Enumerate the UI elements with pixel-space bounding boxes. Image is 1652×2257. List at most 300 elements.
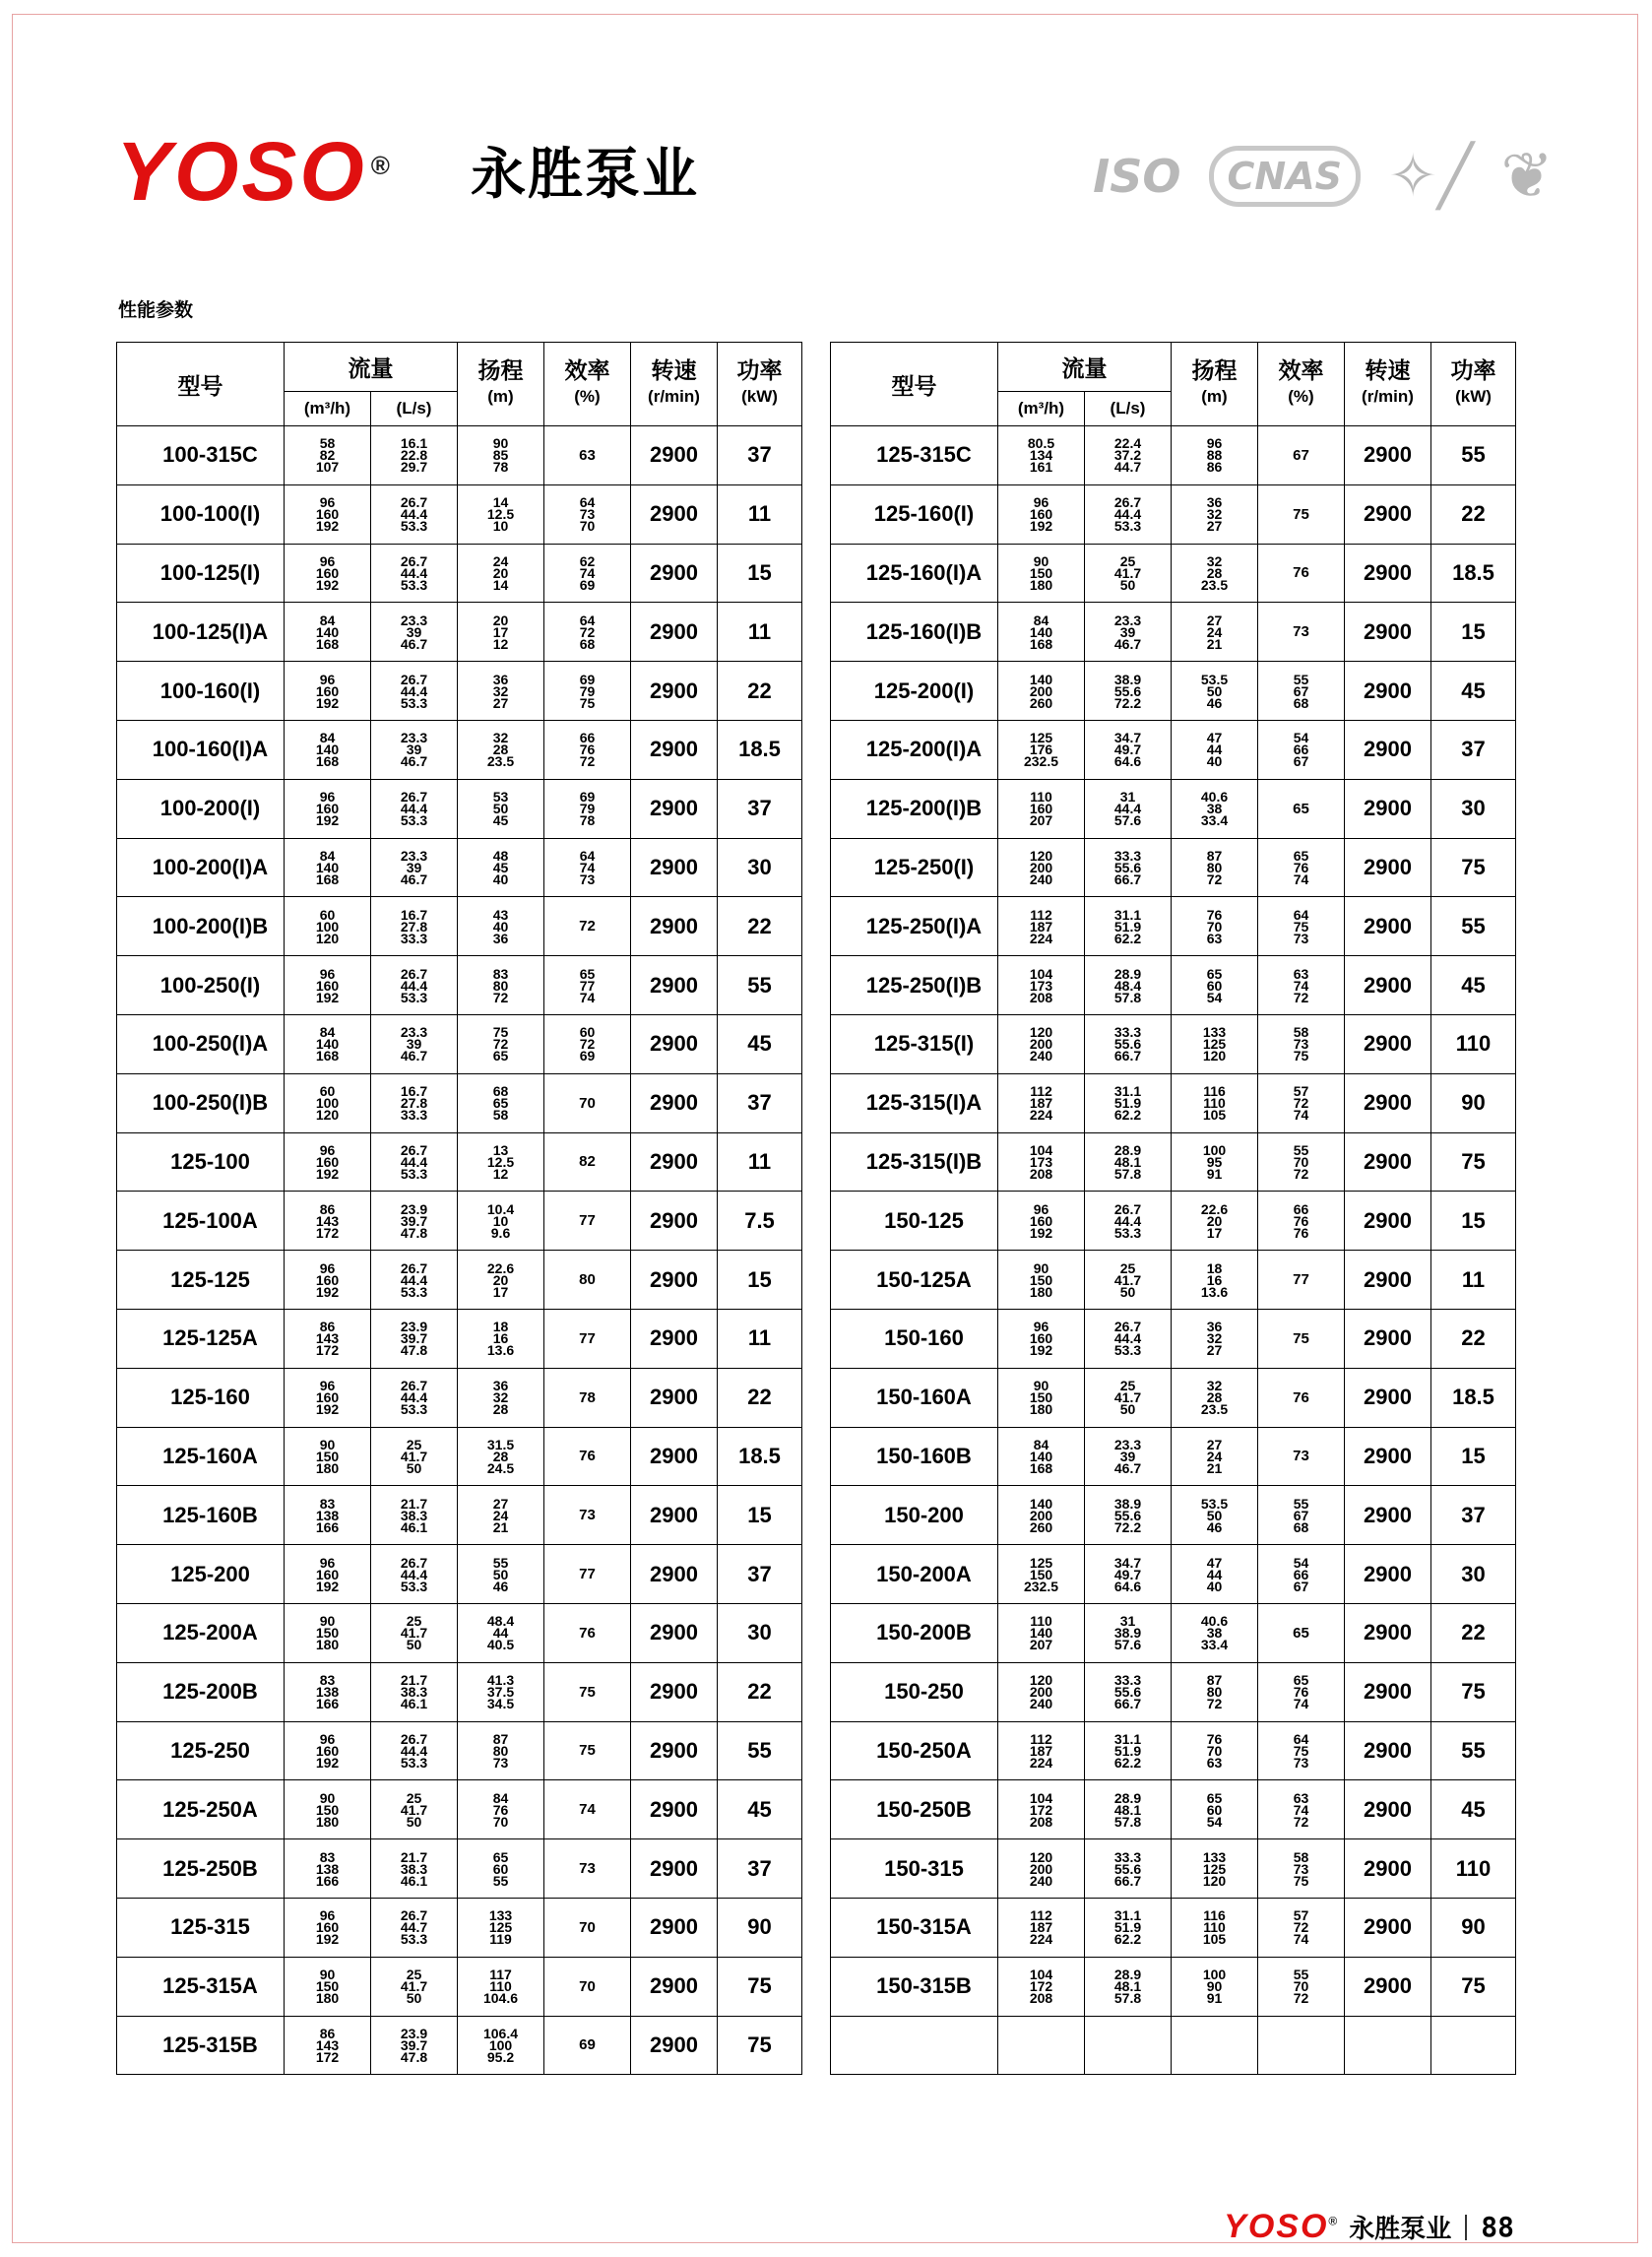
cell-value: 38.9 [1113, 1625, 1142, 1642]
cell-value: 207 [1029, 812, 1053, 829]
cell-value: 90 [492, 435, 509, 452]
speed-cell: 2900 [1345, 1427, 1431, 1486]
head-cell [458, 544, 544, 603]
cell-value: 172 [1029, 1801, 1053, 1818]
cell-value: 26.7 [400, 1907, 428, 1924]
cell-value: 53.3 [400, 1283, 428, 1300]
cell-value: 232.5 [1023, 1578, 1059, 1594]
model-cell: 150-160B [831, 1427, 998, 1486]
model-cell: 125-200A [117, 1603, 285, 1662]
cell-value: 117 [489, 1967, 512, 1983]
iso-logo: ISO [1093, 150, 1181, 203]
cell-value: 25 [1119, 1259, 1136, 1276]
cell-value: 76 [1293, 1388, 1309, 1406]
cell-value: 44 [1206, 742, 1223, 758]
cell-value: 72 [579, 918, 596, 935]
power-cell: 37 [718, 1073, 802, 1132]
cell-value: 40 [492, 871, 509, 887]
head-cell [1172, 1662, 1258, 1721]
flow-m3h-cell [998, 603, 1085, 662]
power-cell: 22 [1431, 1603, 1516, 1662]
head-cell [458, 1073, 544, 1132]
power-cell: 37 [718, 426, 802, 485]
model-cell: 125-315C [831, 426, 998, 485]
table-row [831, 1662, 1516, 1721]
cell-value: 34.7 [1113, 730, 1142, 746]
table-row [117, 1721, 802, 1780]
cell-value: 68 [579, 635, 596, 652]
cell-value: 26.7 [400, 1554, 428, 1571]
cell-value: 100 [1202, 1967, 1227, 1983]
cell-value: 69 [579, 576, 596, 593]
table-row [831, 1014, 1516, 1073]
cell-value: 65 [492, 1095, 509, 1112]
cell-value: 107 [315, 459, 340, 476]
cell-value: 65 [1293, 847, 1309, 864]
model-cell: 150-200A [831, 1545, 998, 1604]
flow-ls-cell [371, 603, 458, 662]
cell-value: 74 [1293, 871, 1309, 887]
model-cell: 125-250 [117, 1721, 285, 1780]
flow-m3h-cell [998, 1662, 1085, 1721]
cell-value: 47 [1206, 730, 1223, 746]
cell-value: 46.1 [400, 1696, 428, 1712]
cell-value: 54 [1293, 730, 1309, 746]
flow-ls-cell [1085, 484, 1172, 544]
cell-value: 60 [319, 906, 336, 923]
cell-value: 80 [579, 1271, 596, 1289]
speed-cell: 2900 [631, 1486, 718, 1545]
cell-value: 44.4 [1113, 506, 1142, 523]
cell-value: 33.3 [400, 930, 428, 946]
cell-value: 72 [579, 753, 596, 770]
model-cell: 125-315 [117, 1898, 285, 1957]
cell-value: 46.1 [400, 1872, 428, 1889]
cell-value: 72 [1293, 1165, 1309, 1182]
power-cell: 11 [718, 1309, 802, 1368]
cell-value: 224 [1029, 930, 1053, 946]
cell-value: 39 [1119, 1448, 1136, 1464]
head-cell [1172, 603, 1258, 662]
cell-value: 77 [1293, 1271, 1309, 1289]
cell-value: 84 [1033, 612, 1049, 628]
table-row [831, 1251, 1516, 1310]
head-cell [458, 1486, 544, 1545]
cell-value: 53.3 [400, 1578, 428, 1594]
flow-m3h-cell [998, 1309, 1085, 1368]
head-cell [1172, 1368, 1258, 1427]
flow-ls-cell [371, 1662, 458, 1721]
cell-value: 72 [1293, 989, 1309, 1005]
table-row [831, 1486, 1516, 1545]
flow-ls-cell [1085, 720, 1172, 779]
cell-value: 192 [315, 1165, 340, 1182]
cell-value: 65 [1293, 1624, 1309, 1642]
cell-value: 31.1 [1113, 906, 1142, 923]
efficiency-cell [544, 426, 631, 485]
cell-value: 75 [1293, 918, 1309, 935]
cell-value: 55 [1293, 1141, 1309, 1158]
cell-value: 192 [315, 989, 340, 1005]
cell-value: 192 [1029, 518, 1053, 535]
speed-cell: 2900 [1345, 897, 1431, 956]
efficiency-cell [1258, 1486, 1345, 1545]
cell-value: 54 [1293, 1554, 1309, 1571]
head-cell [1172, 1192, 1258, 1251]
power-cell: 7.5 [718, 1192, 802, 1251]
cell-value: 70 [579, 1977, 596, 1995]
head-cell [1172, 544, 1258, 603]
cell-value: 17 [492, 623, 509, 640]
cell-value: 37.5 [486, 1684, 515, 1701]
cell-value: 28 [492, 742, 509, 758]
cell-value: 112 [1030, 1730, 1052, 1747]
cell-value: 44.4 [1113, 801, 1142, 817]
speed-cell: 2900 [1345, 1132, 1431, 1192]
model-cell: 125-160 [117, 1368, 285, 1427]
speed-cell: 2900 [631, 1721, 718, 1780]
cell-value: 173 [1029, 1153, 1053, 1170]
flow-ls-cell [371, 1427, 458, 1486]
flow-m3h-cell [998, 897, 1085, 956]
cell-value: 65 [1206, 1789, 1223, 1806]
cell-value: 110 [1203, 1095, 1226, 1112]
efficiency-cell [544, 1603, 631, 1662]
table-row [117, 2016, 802, 2075]
cell-value: 38 [1206, 1625, 1223, 1642]
model-cell: 100-250(I)A [117, 1014, 285, 1073]
efficiency-cell [1258, 1132, 1345, 1192]
flow-ls-cell [1085, 426, 1172, 485]
cell-value: 31.5 [486, 1436, 515, 1452]
cell-value: 72 [1293, 1813, 1309, 1830]
model-cell: 125-250B [117, 1839, 285, 1899]
table-row [117, 1073, 802, 1132]
flow-m3h-cell [285, 1132, 371, 1192]
cell-value: 29.7 [400, 459, 428, 476]
flow-m3h-cell [285, 544, 371, 603]
cell-value: 41.7 [1113, 1271, 1142, 1288]
cell-value: 39 [406, 623, 422, 640]
flow-ls-cell [371, 956, 458, 1015]
flow-ls-cell [371, 1073, 458, 1132]
cell-value: 38.9 [1113, 1495, 1142, 1512]
table-row [831, 1721, 1516, 1780]
efficiency-cell [544, 1251, 631, 1310]
head-cell [458, 1839, 544, 1899]
cell-value: 166 [315, 1696, 340, 1712]
cell-value: 150 [315, 1978, 340, 1995]
cell-value: 260 [1029, 1518, 1053, 1535]
cell-value: 48 [492, 847, 509, 864]
flow-ls-cell [371, 1251, 458, 1310]
model-cell: 125-160(I)A [831, 544, 998, 603]
cell-value: 27 [1206, 1342, 1223, 1359]
cell-value: 57 [1293, 1083, 1309, 1100]
cell-value: 62 [579, 552, 596, 569]
cell-value: 72 [492, 1036, 509, 1053]
cell-value: 23.5 [486, 753, 515, 770]
power-cell: 90 [1431, 1073, 1516, 1132]
cell-value: 46.7 [400, 1048, 428, 1064]
power-cell: 75 [718, 1957, 802, 2016]
cell-value: 28 [1206, 1389, 1223, 1406]
flow-ls-cell [371, 426, 458, 485]
cell-value: 28.9 [1113, 1141, 1142, 1158]
cell-value: 84 [319, 730, 336, 746]
cell-value: 44.4 [400, 1389, 428, 1406]
cell-value: 140 [1029, 671, 1053, 687]
cell-value: 64.6 [1113, 1578, 1142, 1594]
table-row [831, 662, 1516, 721]
flow-ls-cell [1085, 1132, 1172, 1192]
model-cell: 100-100(I) [117, 484, 285, 544]
cell-value: 110 [1030, 789, 1052, 806]
cell-value: 75 [579, 1683, 596, 1701]
header-model: 型号 [117, 343, 285, 426]
cell-value: 18 [1206, 1259, 1223, 1276]
cell-value: 66 [1293, 742, 1309, 758]
power-cell: 37 [1431, 720, 1516, 779]
flow-m3h-cell [998, 2016, 1085, 2075]
cell-value: 192 [315, 1931, 340, 1948]
cell-value: 50 [1206, 1507, 1223, 1523]
flow-m3h-cell [285, 1721, 371, 1780]
cell-value: 160 [1029, 1330, 1053, 1347]
cell-value: 82 [579, 1153, 596, 1171]
cell-value: 24 [492, 1507, 509, 1523]
power-cell: 11 [718, 603, 802, 662]
flow-ls-cell [371, 1957, 458, 2016]
cell-value: 50 [1206, 682, 1223, 699]
cell-value: 51.9 [1113, 1742, 1142, 1759]
cell-value: 50 [406, 1637, 422, 1653]
model-cell: 100-125(I) [117, 544, 285, 603]
power-cell [1431, 2016, 1516, 2075]
cell-value: 53.3 [1113, 1342, 1142, 1359]
model-cell: 125-250A [117, 1780, 285, 1839]
cell-value: 50 [492, 801, 509, 817]
cell-value: 140 [315, 742, 340, 758]
cell-value: 70 [579, 518, 596, 535]
flow-ls-cell [371, 1721, 458, 1780]
power-cell: 22 [718, 662, 802, 721]
footer-name-cn: 永胜泵业 [1349, 2215, 1452, 2244]
model-cell: 150-250 [831, 1662, 998, 1721]
power-cell: 37 [718, 1545, 802, 1604]
flow-m3h-cell [285, 1662, 371, 1721]
head-cell [1172, 1427, 1258, 1486]
cell-value: 53.3 [1113, 518, 1142, 535]
cell-value: 88 [1206, 447, 1223, 464]
table-row [117, 1132, 802, 1192]
model-cell: 125-200(I) [831, 662, 998, 721]
cell-value: 62.2 [1113, 1754, 1142, 1771]
cell-value: 26.7 [400, 789, 428, 806]
cell-value: 46.7 [1113, 635, 1142, 652]
cell-value: 133 [1202, 1848, 1227, 1865]
cell-value: 79 [579, 682, 596, 699]
speed-cell: 2900 [1345, 1898, 1431, 1957]
cell-value: 16 [1206, 1271, 1223, 1288]
leaf-mark-icon: ❦ [1500, 140, 1554, 213]
table-row [117, 484, 802, 544]
cell-value: 23.3 [400, 847, 428, 864]
speed-cell: 2900 [1345, 1309, 1431, 1368]
efficiency-cell [1258, 662, 1345, 721]
cell-value: 200 [1029, 682, 1053, 699]
cell-value: 208 [1029, 989, 1053, 1005]
head-cell [458, 1545, 544, 1604]
cell-value: 160 [315, 1742, 340, 1759]
cell-value: 180 [1029, 1401, 1053, 1418]
cell-value: 21.7 [400, 1848, 428, 1865]
efficiency-cell [544, 720, 631, 779]
cell-value: 72.2 [1113, 694, 1142, 711]
header-head: 扬程 (m) [458, 343, 544, 426]
cell-value: 78 [579, 1388, 596, 1406]
cell-value: 55 [492, 1554, 509, 1571]
cell-value: 10 [492, 1212, 509, 1229]
cell-value: 70 [579, 1918, 596, 1936]
power-cell: 110 [1431, 1839, 1516, 1899]
efficiency-cell [1258, 2016, 1345, 2075]
cell-value: 67 [1293, 753, 1309, 770]
cell-value: 76 [1293, 564, 1309, 582]
model-cell: 125-315A [117, 1957, 285, 2016]
cell-value: 68 [492, 1083, 509, 1100]
flow-ls-cell [1085, 1721, 1172, 1780]
cell-value: 55.6 [1113, 859, 1142, 875]
model-cell: 125-250(I)A [831, 897, 998, 956]
table-row [117, 720, 802, 779]
table-row [831, 897, 1516, 956]
flow-m3h-cell [285, 662, 371, 721]
power-cell: 90 [718, 1898, 802, 1957]
cell-value: 60 [1206, 1801, 1223, 1818]
cell-value: 84 [319, 612, 336, 628]
flow-m3h-cell [998, 1368, 1085, 1427]
cell-value: 75 [1293, 505, 1309, 523]
cell-value: 75 [492, 1024, 509, 1041]
cell-value: 48.1 [1113, 1801, 1142, 1818]
cell-value: 53.3 [400, 576, 428, 593]
flow-ls-cell [1085, 1780, 1172, 1839]
flow-m3h-cell [998, 1427, 1085, 1486]
speed-cell: 2900 [1345, 838, 1431, 897]
cell-value: 28.9 [1113, 1967, 1142, 1983]
header-model: 型号 [831, 343, 998, 426]
power-cell: 37 [1431, 1486, 1516, 1545]
cell-value: 17 [1206, 1224, 1223, 1241]
cell-value: 75 [579, 694, 596, 711]
cell-value: 168 [1029, 635, 1053, 652]
flow-m3h-cell [998, 1957, 1085, 2016]
flow-ls-cell [371, 1780, 458, 1839]
cell-value: 74 [1293, 1696, 1309, 1712]
model-cell: 125-315(I)A [831, 1073, 998, 1132]
cell-value: 58 [319, 435, 336, 452]
cell-value: 41.7 [400, 1625, 428, 1642]
power-cell: 15 [718, 1251, 802, 1310]
cell-value: 180 [315, 1990, 340, 2007]
cell-value: 46.7 [400, 635, 428, 652]
cell-value: 143 [315, 1330, 340, 1347]
efficiency-cell [544, 1014, 631, 1073]
cell-value: 57.6 [1113, 1637, 1142, 1653]
speed-cell: 2900 [631, 484, 718, 544]
model-cell: 150-315B [831, 1957, 998, 2016]
cell-value: 76 [1293, 1224, 1309, 1241]
cell-value: 180 [1029, 576, 1053, 593]
speed-cell: 2900 [631, 1839, 718, 1899]
cell-value: 77 [579, 977, 596, 994]
power-cell: 75 [1431, 1132, 1516, 1192]
cell-value: 73 [492, 1754, 509, 1771]
table-row [117, 662, 802, 721]
flow-m3h-cell [285, 2016, 371, 2075]
cell-value: 26.7 [400, 1730, 428, 1747]
cell-value: 90 [1033, 552, 1049, 569]
head-cell [458, 1368, 544, 1427]
head-cell [1172, 484, 1258, 544]
cell-value: 70 [1293, 1153, 1309, 1170]
efficiency-cell [544, 603, 631, 662]
cell-value: 116 [1203, 1907, 1226, 1924]
head-cell [458, 662, 544, 721]
cell-value: 27.8 [400, 918, 428, 935]
model-cell: 150-315A [831, 1898, 998, 1957]
cell-value: 45 [492, 859, 509, 875]
speed-cell: 2900 [631, 662, 718, 721]
head-cell [1172, 779, 1258, 838]
flow-m3h-cell [285, 1780, 371, 1839]
spec-table-right [830, 342, 1516, 2075]
cell-value: 83 [319, 1672, 336, 1689]
cell-value: 28.9 [1113, 1789, 1142, 1806]
efficiency-cell [544, 1132, 631, 1192]
cell-value: 31.1 [1113, 1730, 1142, 1747]
cell-value: 66 [1293, 1566, 1309, 1582]
power-cell: 45 [1431, 1780, 1516, 1839]
cell-value: 72 [1293, 1919, 1309, 1936]
cell-value: 62.2 [1113, 1107, 1142, 1124]
cell-value: 22.6 [1200, 1200, 1229, 1217]
cell-value: 44.7 [1113, 459, 1142, 476]
cell-value: 180 [315, 1813, 340, 1830]
power-cell: 45 [1431, 662, 1516, 721]
cell-value: 96 [1206, 435, 1223, 452]
page-footer [1224, 2208, 1514, 2246]
cell-value: 41.3 [486, 1672, 515, 1689]
speed-cell: 2900 [631, 1192, 718, 1251]
cell-value: 87 [1206, 847, 1223, 864]
cell-value: 240 [1029, 1048, 1053, 1064]
cell-value: 64.6 [1113, 753, 1142, 770]
power-cell: 15 [1431, 603, 1516, 662]
flow-ls-cell [1085, 956, 1172, 1015]
cell-value: 28 [492, 1401, 509, 1418]
cell-value: 53.3 [400, 1401, 428, 1418]
cell-value: 25 [406, 1613, 422, 1630]
cell-value: 180 [315, 1459, 340, 1476]
cell-value: 120 [1202, 1872, 1227, 1889]
flow-m3h-cell [285, 426, 371, 485]
cell-value: 70 [492, 1813, 509, 1830]
cell-value: 41.7 [1113, 564, 1142, 581]
cell-value: 150 [1029, 1566, 1053, 1582]
head-cell [458, 1662, 544, 1721]
